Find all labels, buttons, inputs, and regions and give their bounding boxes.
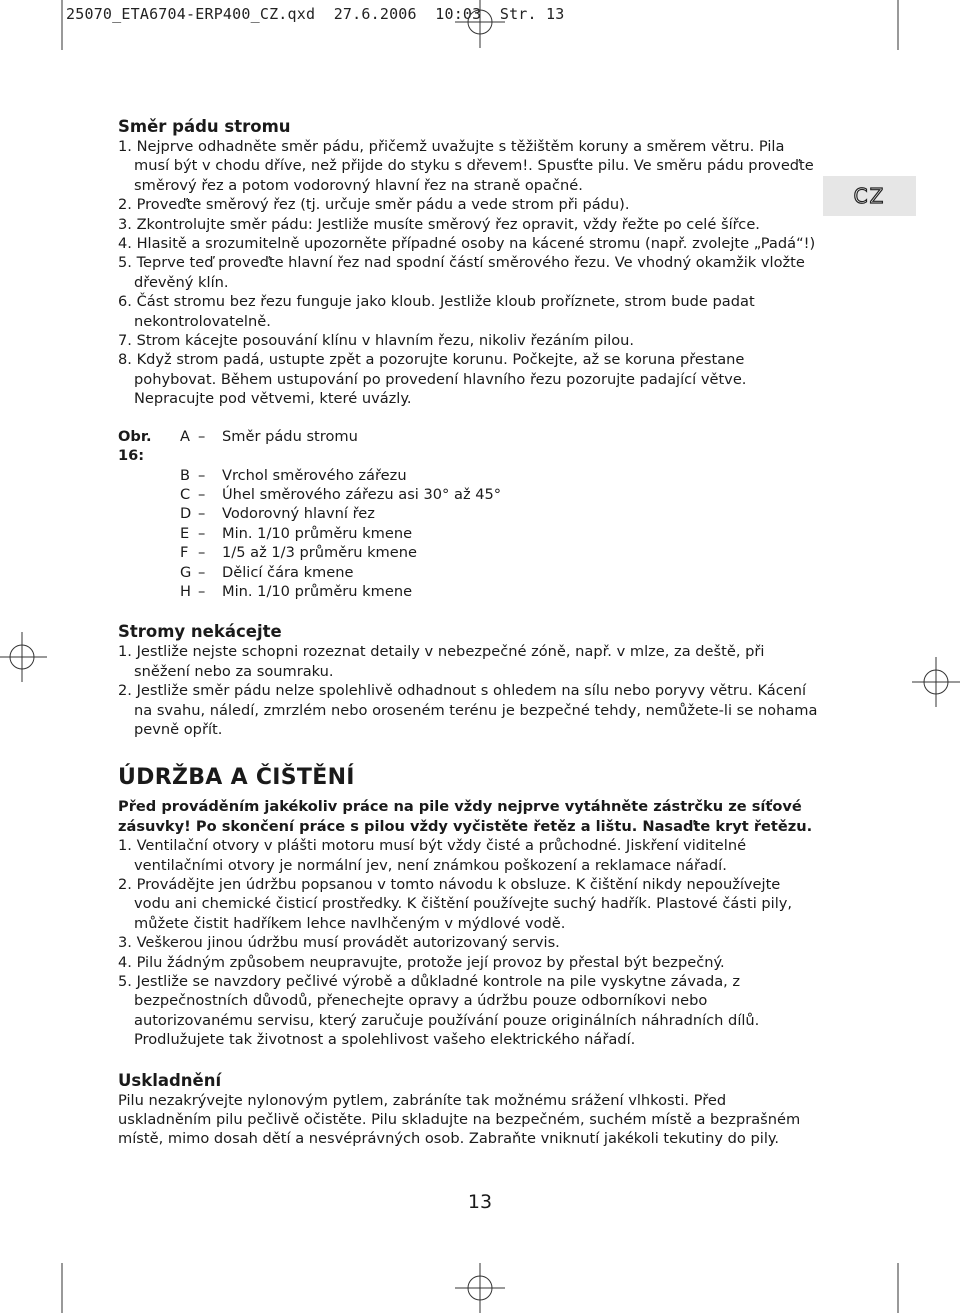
list-item: 4. Hlasitě a srozumitelně upozorněte případné osoby na kácené stromu (např. zvolejte „Padá“!) xyxy=(118,235,816,253)
legend-dash: – xyxy=(198,544,206,562)
legend-letter: A xyxy=(180,427,190,445)
section-heading: Směr pádu stromu xyxy=(118,117,291,136)
list-item: 8. Když strom padá, ustupte zpět a pozorujte korunu. Počkejte, až se koruna přestane pohybovat. Během ustupování po provedení hlavního řezu pozorujte padající větve. Nepracujte pod větvemi, které uvázly. xyxy=(118,351,747,408)
legend-letter: H xyxy=(180,582,191,600)
legend-dash: – xyxy=(198,524,206,542)
legend-dash: – xyxy=(198,505,206,523)
figure-legend xyxy=(118,427,818,602)
fall-direction-section xyxy=(118,116,818,409)
legend-letter: C xyxy=(180,485,191,503)
maintenance-section xyxy=(118,763,818,1049)
storage-section xyxy=(118,1070,818,1149)
legend-row xyxy=(118,543,818,562)
legend-dash: – xyxy=(198,427,206,445)
legend-dash: – xyxy=(198,582,206,600)
legend-text: Dělicí čára kmene xyxy=(222,563,354,581)
list-item: 5. Teprve teď proveďte hlavní řez nad spodní částí směrového řezu. Ve vhodný okamžik vložte dřevěný klín. xyxy=(118,254,805,291)
legend-text: Min. 1/10 průměru kmene xyxy=(222,524,413,542)
legend-letter: B xyxy=(180,466,191,484)
section-heading: Uskladnění xyxy=(118,1070,222,1090)
legend-text: Vrchol směrového zářezu xyxy=(222,466,407,484)
section-heading: Stromy nekácejte xyxy=(118,622,282,642)
list-item: 3. Zkontrolujte směr pádu: Jestliže musíte směrový řez opravit, vždy řežte po celé šířce. xyxy=(118,215,760,233)
list-item: 1. Nejprve odhadněte směr pádu, přičemž uvažujte s těžištěm koruny a směrem větru. Pila musí být v chodu dříve, než přijde do styku s dřevem!. Spusťte pilu. Ve směru pádu proveďte směrový řez a potom vodorovný hlavní řez na straně opačné. xyxy=(118,138,814,194)
list-item: 4. Pilu žádným způsobem neupravujte, protože její provoz by přestal být bezpečný. xyxy=(118,953,725,971)
legend-letter: D xyxy=(180,505,192,523)
legend-row xyxy=(118,485,818,504)
section-title: ÚDRŽBA A ČIŠTĚNÍ xyxy=(118,765,355,791)
list-item: 2. Proveďte směrový řez (tj. určuje směr pádu a vede strom při pádu). xyxy=(118,196,630,214)
list-item: 7. Strom kácejte posouvání klínu v hlavním řezu, nikoliv řezáním pilou. xyxy=(118,332,635,350)
page-content xyxy=(118,116,818,1149)
legend-text: 1/5 až 1/3 průměru kmene xyxy=(222,544,417,562)
list-item: 1. Ventilační otvory v plášti motoru musí být vždy čisté a průchodné. Jiskření viditelné ventilačními otvory je normální jev, není známkou poškození a reklamace nářadí. xyxy=(118,837,747,874)
legend-letter: G xyxy=(180,563,192,581)
legend-dash: – xyxy=(198,563,206,581)
legend-letter: F xyxy=(180,544,189,562)
storage-text: Pilu nezakrývejte nylonovým pytlem, zabráníte tak možnému srážení vlhkosti. Před uskladněním pilu pečlivě očistěte. Pilu skladujte na bezpečném, suchém místě a bezprašném místě, mimo dosah dětí a nesvéprávných osob. Zabraňte vniknutí jakékoli tekutiny do pily. xyxy=(118,1091,801,1148)
legend-row xyxy=(118,524,818,543)
figure-label: Obr. 16: xyxy=(118,427,152,465)
print-header: 25070_ETA6704-ERP400_CZ.qxd 27.6.2006 10:03 Str. 13 xyxy=(66,5,565,23)
list-item: 6. Část stromu bez řezu funguje jako kloub. Jestliže kloub proříznete, strom bude padat nekontrolovatelně. xyxy=(118,293,755,330)
list-item: 1. Jestliže nejste schopni rozeznat detaily v nebezpečné zóně, např. v mlze, za deště, při sněžení nebo za soumraku. xyxy=(118,643,765,680)
language-badge: CZ xyxy=(823,176,916,216)
legend-text: Min. 1/10 průměru kmene xyxy=(222,582,413,600)
legend-row xyxy=(118,563,818,582)
legend-text: Úhel směrového zářezu asi 30° až 45° xyxy=(222,485,502,503)
list-item: 5. Jestliže se navzdory pečlivé výrobě a důkladné kontrole na pile vyskytne závada, z bezpečnostních důvodů, přenechejte opravy a údržbu pouze odborníkovi nebo autorizovanému servisu, který zaručuje používání pouze originálních náhradních dílů. Prodlužujete tak životnost a spolehlivost vašeho elektrického nářadí. xyxy=(118,973,760,1049)
legend-dash: – xyxy=(198,485,206,503)
warning-text: Před prováděním jakékoliv práce na pile vždy nejprve vytáhněte zástrčku ze síťové zásuvky! Po skončení práce s pilou vždy vyčistěte řetěz a lištu. Nasaďte kryt řetězu. xyxy=(118,798,813,835)
page-number: 13 xyxy=(467,1191,493,1213)
legend-text: Směr pádu stromu xyxy=(222,427,358,445)
legend-text: Vodorovný hlavní řez xyxy=(222,505,375,523)
legend-row xyxy=(118,466,818,485)
do-not-fell-section xyxy=(118,621,818,739)
legend-row xyxy=(118,582,818,601)
legend-row xyxy=(118,504,818,523)
legend-letter: E xyxy=(180,524,190,542)
legend-row xyxy=(118,427,818,466)
legend-dash: – xyxy=(198,466,206,484)
list-item: 2. Jestliže směr pádu nelze spolehlivě odhadnout s ohledem na sílu nebo poryvy větru. Kácení na svahu, náledí, zmrzlém nebo oroseném terénu je bezpečné tehdy, nemůžete-li se nohama pevně opřít. xyxy=(118,682,818,738)
list-item: 3. Veškerou jinou údržbu musí provádět autorizovaný servis. xyxy=(118,934,560,952)
list-item: 2. Provádějte jen údržbu popsanou v tomto návodu k obsluze. K čištění nikdy nepoužívejte vodu ani chemické čisticí prostředky. K čištění používejte suchý hadřík. Plastové části pily, můžete čistit hadříkem lehce navlhčeným v mýdlové vodě. xyxy=(118,876,793,932)
